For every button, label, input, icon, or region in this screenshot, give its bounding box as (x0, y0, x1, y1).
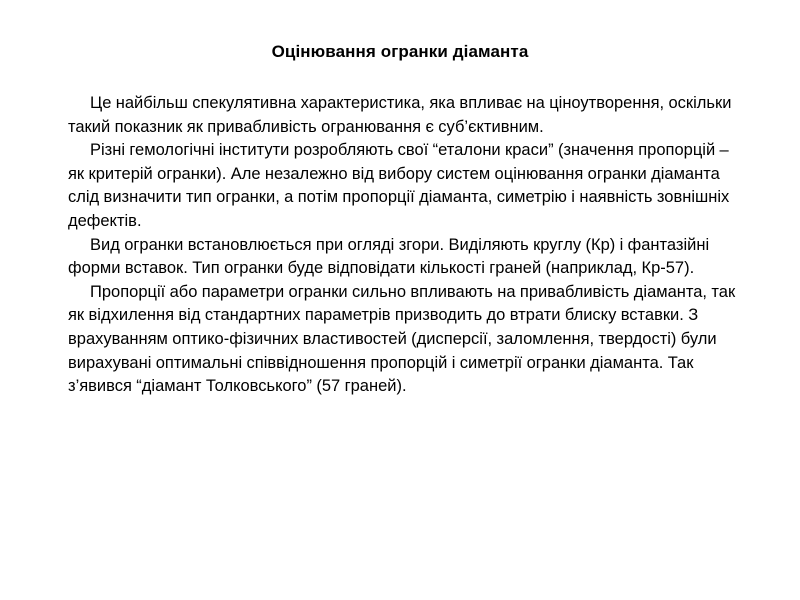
slide-body (68, 92, 748, 399)
body-paragraph-2: Різні гемологічні інститути розробляють свої “еталони краси” (значення пропорцій – як критерій огранки). Але незалежно від вибору систем оцінювання огранки діаманта слід визначити тип огранки, а потім пропорції діаманта, симетрію і наявність зовнішніх дефектів. (68, 141, 730, 230)
body-paragraph-1: Це найбільш спекулятивна характеристика, яка впливає на ціноутворення, оскільки такий показник як привабливість огранювання є суб’єктивним. (68, 94, 732, 136)
body-paragraph-3: Вид огранки встановлюється при огляді згори. Виділяють круглу (Кр) і фантазійні форми вставок. Тип огранки буде відповідати кількості граней (наприклад, Кр-57). (68, 235, 710, 278)
body-paragraph-4: Пропорції або параметри огранки сильно впливають на привабливість діаманта, так як відхилення від стандартних параметрів призводить до втрати блиску вставки. З врахуванням оптико-фізичних властивостей (дисперсії, заломлення, твердості) були вирахувані оптимальні співвідношення пропорцій і симетрії огранки діаманта. Так з’явився “діамант Толковського” (57 граней). (68, 282, 736, 396)
page-title: Оцінювання огранки діаманта (271, 42, 529, 61)
